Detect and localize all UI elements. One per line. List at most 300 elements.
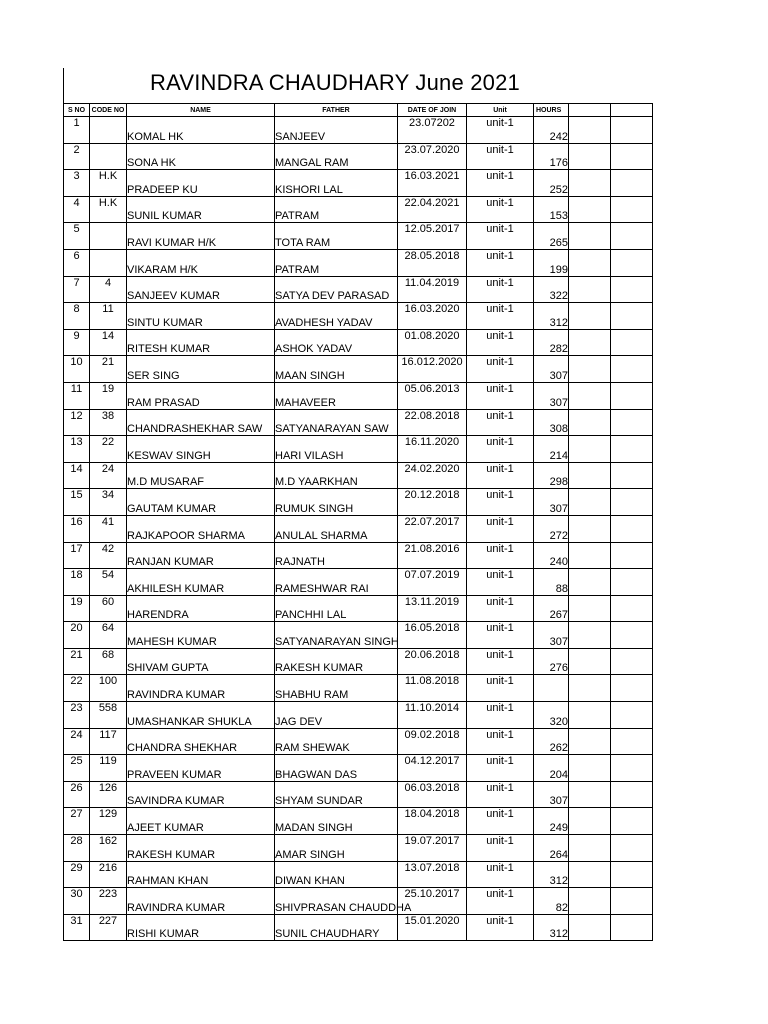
row-sno: 24: [64, 728, 90, 755]
row-father: AVADHESH YADAV: [275, 303, 398, 330]
row-code-no: 129: [90, 808, 127, 835]
row-empty-cell: [569, 117, 611, 144]
row-empty-cell: [611, 595, 653, 622]
row-father: SATYANARAYAN SAW: [275, 409, 398, 436]
row-code-no: 227: [90, 914, 127, 941]
row-father: SHABHU RAM: [275, 675, 398, 702]
row-unit: unit-1: [467, 622, 534, 649]
row-unit: unit-1: [467, 515, 534, 542]
row-empty-cell: [569, 489, 611, 516]
row-date-of-join: 20.06.2018: [398, 648, 467, 675]
row-father: SATYANARAYAN SINGH: [275, 622, 398, 649]
row-empty-cell: [611, 542, 653, 569]
row-empty-cell: [611, 143, 653, 170]
row-date-of-join: 25.10.2017: [398, 888, 467, 915]
row-name: RISHI KUMAR: [127, 914, 275, 941]
row-name: RAKESH KUMAR: [127, 835, 275, 862]
row-sno: 20: [64, 622, 90, 649]
row-date-of-join: 21.08.2016: [398, 542, 467, 569]
row-code-no: H.K: [90, 196, 127, 223]
row-date-of-join: 11.04.2019: [398, 276, 467, 303]
row-empty-cell: [569, 595, 611, 622]
row-name: SUNIL KUMAR: [127, 196, 275, 223]
row-unit: unit-1: [467, 595, 534, 622]
row-empty-cell: [611, 356, 653, 383]
row-hours: 308: [534, 409, 569, 436]
row-name: HARENDRA: [127, 595, 275, 622]
row-sno: 2: [64, 143, 90, 170]
row-name: RAHMAN KHAN: [127, 861, 275, 888]
row-date-of-join: 07.07.2019: [398, 569, 467, 596]
row-empty-cell: [611, 462, 653, 489]
row-empty-cell: [611, 914, 653, 941]
table-row: [64, 196, 653, 223]
row-empty-cell: [569, 223, 611, 250]
row-name: AJEET KUMAR: [127, 808, 275, 835]
row-unit: unit-1: [467, 489, 534, 516]
row-date-of-join: 16.11.2020: [398, 436, 467, 463]
row-name: RAJKAPOOR SHARMA: [127, 515, 275, 542]
row-father: MADAN SINGH: [275, 808, 398, 835]
row-sno: 26: [64, 781, 90, 808]
row-father: MANGAL RAM: [275, 143, 398, 170]
row-code-no: 14: [90, 329, 127, 356]
row-empty-cell: [611, 303, 653, 330]
row-name: VIKARAM H/K: [127, 249, 275, 276]
table-row: [64, 675, 653, 702]
row-sno: 6: [64, 249, 90, 276]
row-empty-cell: [569, 542, 611, 569]
row-sno: 21: [64, 648, 90, 675]
row-empty-cell: [569, 329, 611, 356]
row-father: PATRAM: [275, 249, 398, 276]
row-unit: unit-1: [467, 329, 534, 356]
row-sno: 22: [64, 675, 90, 702]
row-name: AKHILESH KUMAR: [127, 569, 275, 596]
row-father: SATYA DEV PARASAD: [275, 276, 398, 303]
row-name: KESWAV SINGH: [127, 436, 275, 463]
row-name: RAVI KUMAR H/K: [127, 223, 275, 250]
row-code-no: 162: [90, 835, 127, 862]
row-father: PANCHHI LAL: [275, 595, 398, 622]
row-name: SAVINDRA KUMAR: [127, 781, 275, 808]
table-row: [64, 462, 653, 489]
row-name: RAM PRASAD: [127, 382, 275, 409]
row-unit: unit-1: [467, 542, 534, 569]
row-empty-cell: [569, 781, 611, 808]
row-empty-cell: [569, 675, 611, 702]
row-father: KISHORI LAL: [275, 170, 398, 197]
row-name: RAVINDRA KUMAR: [127, 675, 275, 702]
row-father: MAAN SINGH: [275, 356, 398, 383]
attendance-table: [63, 103, 653, 941]
row-code-no: 21: [90, 356, 127, 383]
row-empty-cell: [611, 728, 653, 755]
row-empty-cell: [569, 356, 611, 383]
row-hours: 204: [534, 755, 569, 782]
row-sno: 9: [64, 329, 90, 356]
row-empty-cell: [611, 808, 653, 835]
row-empty-cell: [611, 117, 653, 144]
row-hours: 282: [534, 329, 569, 356]
row-hours: 199: [534, 249, 569, 276]
row-date-of-join: 09.02.2018: [398, 728, 467, 755]
row-hours: 312: [534, 303, 569, 330]
row-code-no: 216: [90, 861, 127, 888]
row-code-no: [90, 143, 127, 170]
row-name: SHIVAM GUPTA: [127, 648, 275, 675]
row-date-of-join: 04.12.2017: [398, 755, 467, 782]
row-hours: 307: [534, 622, 569, 649]
table-row: [64, 781, 653, 808]
header-extra-1: [569, 104, 611, 117]
row-empty-cell: [569, 808, 611, 835]
row-empty-cell: [611, 489, 653, 516]
row-unit: unit-1: [467, 781, 534, 808]
row-date-of-join: 16.05.2018: [398, 622, 467, 649]
row-empty-cell: [569, 382, 611, 409]
row-sno: 17: [64, 542, 90, 569]
row-sno: 4: [64, 196, 90, 223]
row-sno: 28: [64, 835, 90, 862]
row-code-no: 34: [90, 489, 127, 516]
row-empty-cell: [611, 196, 653, 223]
table-row: [64, 356, 653, 383]
row-empty-cell: [611, 622, 653, 649]
row-date-of-join: 22.04.2021: [398, 196, 467, 223]
row-name: KOMAL HK: [127, 117, 275, 144]
row-empty-cell: [569, 728, 611, 755]
row-hours: 265: [534, 223, 569, 250]
table-row: [64, 249, 653, 276]
row-code-no: 42: [90, 542, 127, 569]
row-unit: unit-1: [467, 914, 534, 941]
table-row: [64, 515, 653, 542]
row-empty-cell: [611, 436, 653, 463]
row-unit: unit-1: [467, 409, 534, 436]
table-row: [64, 861, 653, 888]
row-code-no: 64: [90, 622, 127, 649]
row-name: SINTU KUMAR: [127, 303, 275, 330]
row-date-of-join: 06.03.2018: [398, 781, 467, 808]
row-empty-cell: [611, 781, 653, 808]
table-row: [64, 542, 653, 569]
row-unit: unit-1: [467, 143, 534, 170]
row-date-of-join: 12.05.2017: [398, 223, 467, 250]
row-code-no: 60: [90, 595, 127, 622]
row-name: CHANDRASHEKHAR SAW: [127, 409, 275, 436]
row-date-of-join: 19.07.2017: [398, 835, 467, 862]
table-row: [64, 755, 653, 782]
row-date-of-join: 15.01.2020: [398, 914, 467, 941]
row-hours: 240: [534, 542, 569, 569]
row-date-of-join: 16.012.2020: [398, 356, 467, 383]
row-hours: 176: [534, 143, 569, 170]
row-father: AMAR SINGH: [275, 835, 398, 862]
row-father: RUMUK SINGH: [275, 489, 398, 516]
row-date-of-join: 11.08.2018: [398, 675, 467, 702]
sheet-title: RAVINDRA CHAUDHARY June 2021: [150, 70, 520, 95]
row-hours: 267: [534, 595, 569, 622]
row-empty-cell: [569, 755, 611, 782]
row-code-no: 4: [90, 276, 127, 303]
row-father: PATRAM: [275, 196, 398, 223]
row-empty-cell: [569, 888, 611, 915]
row-unit: unit-1: [467, 755, 534, 782]
row-sno: 3: [64, 170, 90, 197]
row-father: RAM SHEWAK: [275, 728, 398, 755]
row-father: DIWAN KHAN: [275, 861, 398, 888]
table-row: [64, 329, 653, 356]
table-row: [64, 808, 653, 835]
sheet-left-rule: [63, 68, 64, 104]
table-row: [64, 303, 653, 330]
row-hours: 272: [534, 515, 569, 542]
row-hours: 307: [534, 382, 569, 409]
row-date-of-join: 23.07202: [398, 117, 467, 144]
row-father: ASHOK YADAV: [275, 329, 398, 356]
row-date-of-join: 28.05.2018: [398, 249, 467, 276]
row-hours: 249: [534, 808, 569, 835]
header-code: CODE NO: [90, 104, 127, 117]
row-unit: unit-1: [467, 888, 534, 915]
row-name: GAUTAM KUMAR: [127, 489, 275, 516]
row-name: RAVINDRA KUMAR: [127, 888, 275, 915]
row-empty-cell: [569, 436, 611, 463]
row-empty-cell: [611, 569, 653, 596]
row-empty-cell: [611, 329, 653, 356]
row-empty-cell: [611, 648, 653, 675]
row-unit: unit-1: [467, 702, 534, 729]
row-sno: 27: [64, 808, 90, 835]
row-sno: 16: [64, 515, 90, 542]
row-code-no: 22: [90, 436, 127, 463]
row-empty-cell: [611, 702, 653, 729]
row-empty-cell: [569, 569, 611, 596]
row-unit: unit-1: [467, 675, 534, 702]
table-row: [64, 622, 653, 649]
row-unit: unit-1: [467, 303, 534, 330]
row-name: PRAVEEN KUMAR: [127, 755, 275, 782]
table-row: [64, 702, 653, 729]
table-row: [64, 914, 653, 941]
table-row: [64, 728, 653, 755]
row-empty-cell: [611, 888, 653, 915]
row-code-no: H.K: [90, 170, 127, 197]
row-father: SUNIL CHAUDHARY: [275, 914, 398, 941]
row-hours: 264: [534, 835, 569, 862]
row-empty-cell: [611, 170, 653, 197]
row-hours: 307: [534, 489, 569, 516]
table-row: [64, 595, 653, 622]
row-hours: 262: [534, 728, 569, 755]
row-sno: 8: [64, 303, 90, 330]
row-hours: 307: [534, 781, 569, 808]
row-code-no: 24: [90, 462, 127, 489]
row-empty-cell: [611, 515, 653, 542]
row-hours: 322: [534, 276, 569, 303]
table-row: [64, 648, 653, 675]
row-date-of-join: 22.07.2017: [398, 515, 467, 542]
row-empty-cell: [569, 835, 611, 862]
row-name: RITESH KUMAR: [127, 329, 275, 356]
row-code-no: 68: [90, 648, 127, 675]
row-sno: 7: [64, 276, 90, 303]
row-father: SANJEEV: [275, 117, 398, 144]
row-father: SHIVPRASAN CHAUDDHA: [275, 888, 398, 915]
row-father: JAG DEV: [275, 702, 398, 729]
row-hours: 214: [534, 436, 569, 463]
row-date-of-join: 01.08.2020: [398, 329, 467, 356]
header-father: FATHER: [275, 104, 398, 117]
row-father: HARI VILASH: [275, 436, 398, 463]
row-unit: unit-1: [467, 223, 534, 250]
row-empty-cell: [569, 143, 611, 170]
row-unit: unit-1: [467, 382, 534, 409]
row-father: RAMESHWAR RAI: [275, 569, 398, 596]
row-sno: 1: [64, 117, 90, 144]
row-unit: unit-1: [467, 808, 534, 835]
row-code-no: [90, 249, 127, 276]
row-unit: unit-1: [467, 356, 534, 383]
row-empty-cell: [569, 515, 611, 542]
row-empty-cell: [611, 755, 653, 782]
row-date-of-join: 11.10.2014: [398, 702, 467, 729]
row-hours: 312: [534, 914, 569, 941]
header-name: NAME: [127, 104, 275, 117]
row-name: M.D MUSARAF: [127, 462, 275, 489]
row-unit: unit-1: [467, 436, 534, 463]
row-unit: unit-1: [467, 835, 534, 862]
row-hours: 252: [534, 170, 569, 197]
row-code-no: 11: [90, 303, 127, 330]
row-father: BHAGWAN DAS: [275, 755, 398, 782]
row-sno: 11: [64, 382, 90, 409]
row-sno: 14: [64, 462, 90, 489]
row-name: CHANDRA SHEKHAR: [127, 728, 275, 755]
row-code-no: 54: [90, 569, 127, 596]
row-sno: 18: [64, 569, 90, 596]
row-empty-cell: [569, 170, 611, 197]
row-date-of-join: 20.12.2018: [398, 489, 467, 516]
row-sno: 15: [64, 489, 90, 516]
row-father: TOTA RAM: [275, 223, 398, 250]
row-hours: 153: [534, 196, 569, 223]
table-row: [64, 143, 653, 170]
row-date-of-join: 23.07.2020: [398, 143, 467, 170]
row-sno: 19: [64, 595, 90, 622]
row-sno: 12: [64, 409, 90, 436]
row-code-no: 100: [90, 675, 127, 702]
row-empty-cell: [569, 196, 611, 223]
row-empty-cell: [569, 622, 611, 649]
row-unit: unit-1: [467, 196, 534, 223]
row-name: MAHESH KUMAR: [127, 622, 275, 649]
table-row: [64, 223, 653, 250]
row-empty-cell: [569, 462, 611, 489]
row-name: SONA HK: [127, 143, 275, 170]
row-hours: 312: [534, 861, 569, 888]
row-sno: 25: [64, 755, 90, 782]
row-code-no: 38: [90, 409, 127, 436]
row-code-no: 119: [90, 755, 127, 782]
row-code-no: 41: [90, 515, 127, 542]
table-row: [64, 276, 653, 303]
row-empty-cell: [569, 249, 611, 276]
table-row: [64, 436, 653, 463]
row-hours: 307: [534, 356, 569, 383]
header-sno: S NO: [64, 104, 90, 117]
row-code-no: 126: [90, 781, 127, 808]
header-date-of-join: DATE OF JOIN: [398, 104, 467, 117]
table-row: [64, 382, 653, 409]
row-hours: 276: [534, 648, 569, 675]
row-hours: 320: [534, 702, 569, 729]
row-father: RAKESH KUMAR: [275, 648, 398, 675]
row-unit: unit-1: [467, 462, 534, 489]
row-hours: 242: [534, 117, 569, 144]
row-empty-cell: [611, 861, 653, 888]
table-row: [64, 489, 653, 516]
row-unit: unit-1: [467, 648, 534, 675]
table-body: [64, 117, 653, 941]
row-code-no: 558: [90, 702, 127, 729]
row-code-no: 223: [90, 888, 127, 915]
row-empty-cell: [611, 675, 653, 702]
row-empty-cell: [611, 249, 653, 276]
table-row: [64, 117, 653, 144]
row-sno: 13: [64, 436, 90, 463]
row-name: UMASHANKAR SHUKLA: [127, 702, 275, 729]
row-sno: 30: [64, 888, 90, 915]
row-unit: unit-1: [467, 569, 534, 596]
row-code-no: [90, 223, 127, 250]
row-hours: [534, 675, 569, 702]
header-extra-2: [611, 104, 653, 117]
row-date-of-join: 05.06.2013: [398, 382, 467, 409]
row-sno: 23: [64, 702, 90, 729]
row-unit: unit-1: [467, 728, 534, 755]
row-sno: 10: [64, 356, 90, 383]
header-unit: Unit: [467, 104, 534, 117]
row-empty-cell: [569, 276, 611, 303]
row-empty-cell: [569, 303, 611, 330]
row-date-of-join: 18.04.2018: [398, 808, 467, 835]
row-empty-cell: [611, 382, 653, 409]
row-name: SANJEEV KUMAR: [127, 276, 275, 303]
row-empty-cell: [569, 409, 611, 436]
row-sno: 31: [64, 914, 90, 941]
row-empty-cell: [569, 861, 611, 888]
row-father: SHYAM SUNDAR: [275, 781, 398, 808]
row-father: ANULAL SHARMA: [275, 515, 398, 542]
row-empty-cell: [569, 702, 611, 729]
row-empty-cell: [569, 648, 611, 675]
row-father: M.D YAARKHAN: [275, 462, 398, 489]
row-father: RAJNATH: [275, 542, 398, 569]
row-date-of-join: 16.03.2020: [398, 303, 467, 330]
row-sno: 5: [64, 223, 90, 250]
row-unit: unit-1: [467, 276, 534, 303]
row-date-of-join: 16.03.2021: [398, 170, 467, 197]
header-hours: HOURS: [534, 104, 569, 117]
row-father: MAHAVEER: [275, 382, 398, 409]
table-row: [64, 409, 653, 436]
row-sno: 29: [64, 861, 90, 888]
row-code-no: 117: [90, 728, 127, 755]
row-code-no: 19: [90, 382, 127, 409]
row-date-of-join: 24.02.2020: [398, 462, 467, 489]
